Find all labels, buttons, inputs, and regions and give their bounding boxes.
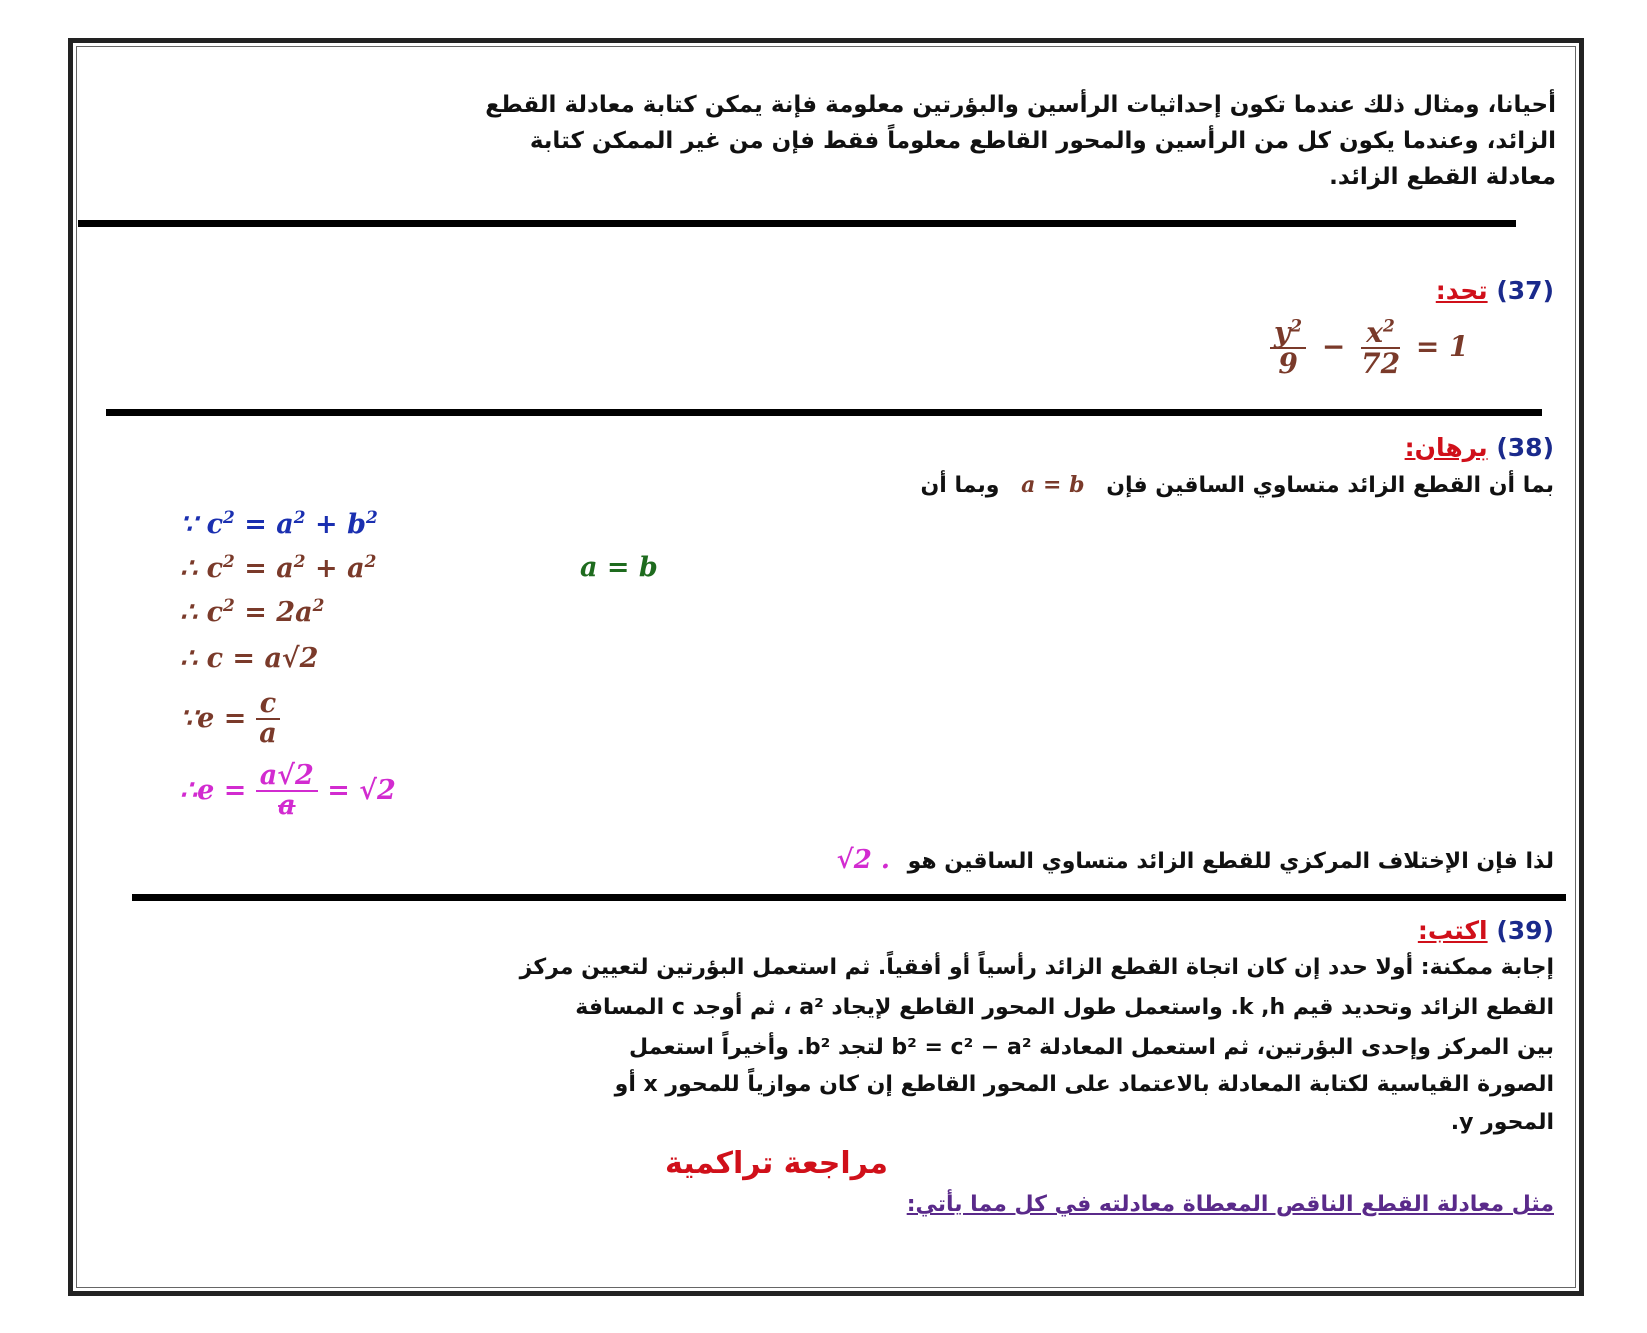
q39-label: اكتب: [1417, 916, 1488, 945]
q39-line-4: الصورة القياسية لكتابة المعادلة بالاعتماد على المحور القاطع إن كان موازياً للمحور x أو [614, 1072, 1554, 1097]
intro-line-2: الزائد، وعندما يكون كل من الرأسين والمحور القاطع معلوماً فقط فإن من غير الممكن كتابة [529, 128, 1556, 154]
review-title: مراجعة تراكمية [665, 1146, 888, 1181]
divider-3 [132, 894, 1566, 901]
q39-line-2: القطع الزائد وتحديد قيم k ,h. واستعمل طول المحور القاطع لإيجاد a² ، ثم أوجد c المسافة [575, 995, 1554, 1020]
intro-line-3: معادلة القطع الزائد. [1329, 164, 1556, 190]
q38-step-4: ∴ c = a√2 [180, 643, 319, 674]
q38-step-2: ∴ $c^2 = a^2 + a^2$ [180, 552, 377, 584]
q38-number: (38) [1496, 433, 1554, 462]
q37-label: تحد: [1435, 276, 1488, 305]
q38-label: برهان: [1404, 433, 1488, 462]
q38-step-3: ∴ $c^2 = 2a^2$ [180, 596, 325, 628]
q39-line-5: المحور y. [1450, 1110, 1554, 1135]
q39-line-1: إجابة ممكنة: أولا حدد إن كان اتجاة القطع الزائد رأسياً أو أفقياً. ثم استعمل البؤرتين لتعيين مركز [519, 955, 1554, 980]
q37-heading [1436, 276, 1554, 305]
intro-line-1: أحيانا، ومثال ذلك عندما تكون إحداثيات الرأسين والبؤرتين معلومة فإنة يمكن كتابة معادلة القطع [485, 92, 1556, 118]
q39-line-3: بين المركز وإحدى البؤرتين، ثم استعمل المعادلة b² = c² − a² لتجد b². وأخيراً استعمل [628, 1035, 1554, 1060]
divider-1 [78, 220, 1516, 227]
q39-heading [1418, 916, 1554, 945]
q37-equation: $\frac{y^2}{9}$ − $\frac{x^2}{72}$ = 1 [1270, 318, 1469, 379]
q38-statement: بما أن القطع الزائد متساوي الساقين فإن a = b وبما أن [920, 472, 1554, 498]
q38-conclusion: لذا فإن الإختلاف المركزي للقطع الزائد متساوي الساقين هو √2 . [836, 845, 1554, 875]
q37-number: (37) [1496, 276, 1554, 305]
q38-step-5: ∵e = $\frac{c}{a}$ [180, 690, 280, 749]
q38-heading [1405, 433, 1554, 462]
review-instruction[interactable]: مثل معادلة القطع الناقص المعطاة معادلته في كل مما يأتي: [906, 1192, 1554, 1217]
divider-2 [106, 409, 1542, 416]
q38-step-2-note: a = b [580, 552, 658, 583]
q37-fraction-y: $\frac{y^2}{9}$ [1270, 318, 1306, 379]
q38-step-1: ∵ $c^2 = a^2 + b^2$ [180, 508, 378, 540]
q37-fraction-x: $\frac{x^2}{72}$ [1361, 316, 1401, 381]
q38-step-6: ∴e = $\frac{a√2}{a}$ = √2 [180, 760, 396, 822]
q39-number: (39) [1496, 916, 1554, 945]
